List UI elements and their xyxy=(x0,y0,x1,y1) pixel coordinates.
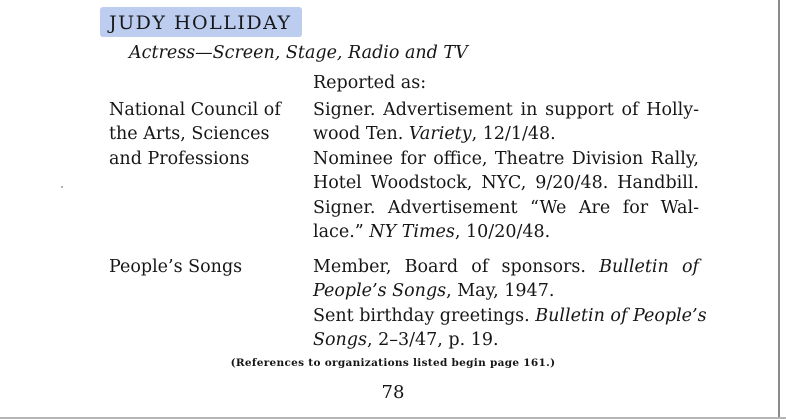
entry-line: Signer. Advertisement in support of Holly- xyxy=(313,100,699,120)
entry-line: lace.” NY Times, 10/20/48. xyxy=(313,222,551,243)
entry-line: Songs, 2–3/47, p. 19. xyxy=(313,330,499,351)
occupation-subtitle: Actress—Screen, Stage, Radio and TV xyxy=(129,43,468,63)
entry-line: Member, Board of sponsors. Bulletin of xyxy=(313,257,699,277)
entry-line: Nominee for office, Theatre Division Rally, xyxy=(313,148,699,169)
reported-as-label: Reported as: xyxy=(313,73,427,93)
scan-speck xyxy=(61,186,63,188)
publication-title: Variety xyxy=(408,124,472,145)
publication-title: Bulletin of People’s xyxy=(535,305,707,326)
references-footnote: (References to organizations listed begin page 161.) xyxy=(230,357,556,369)
person-name-heading: JUDY HOLLIDAY xyxy=(100,7,302,37)
publication-title: Bulletin of xyxy=(599,257,699,277)
organization-name xyxy=(109,255,242,279)
entry-line: wood Ten. Variety, 12/1/48. xyxy=(313,124,556,145)
publication-title: People’s Songs xyxy=(313,281,447,302)
entry-line: Sent birthday greetings. Bulletin of People’s xyxy=(313,305,707,326)
page-number: 78 xyxy=(381,382,405,403)
publication-title: NY Times xyxy=(369,222,455,243)
entry-line: Signer. Advertisement “We Are for Wal- xyxy=(313,197,699,218)
organization-name-line: People’s Songs xyxy=(109,257,243,277)
entry-line: Hotel Woodstock, NYC, 9/20/48. Handbill. xyxy=(313,173,699,194)
page-edge-right xyxy=(778,0,780,419)
organization-name xyxy=(109,98,281,171)
entry-line: People’s Songs, May, 1947. xyxy=(313,281,555,302)
publication-title: Songs xyxy=(313,330,367,351)
organization-entries xyxy=(313,98,713,244)
organization-entries xyxy=(313,255,713,353)
organization-name-line: and Professions xyxy=(109,148,250,169)
organization-name-line: National Council of xyxy=(109,100,281,120)
organization-name-line: the Arts, Sciences xyxy=(109,124,270,145)
